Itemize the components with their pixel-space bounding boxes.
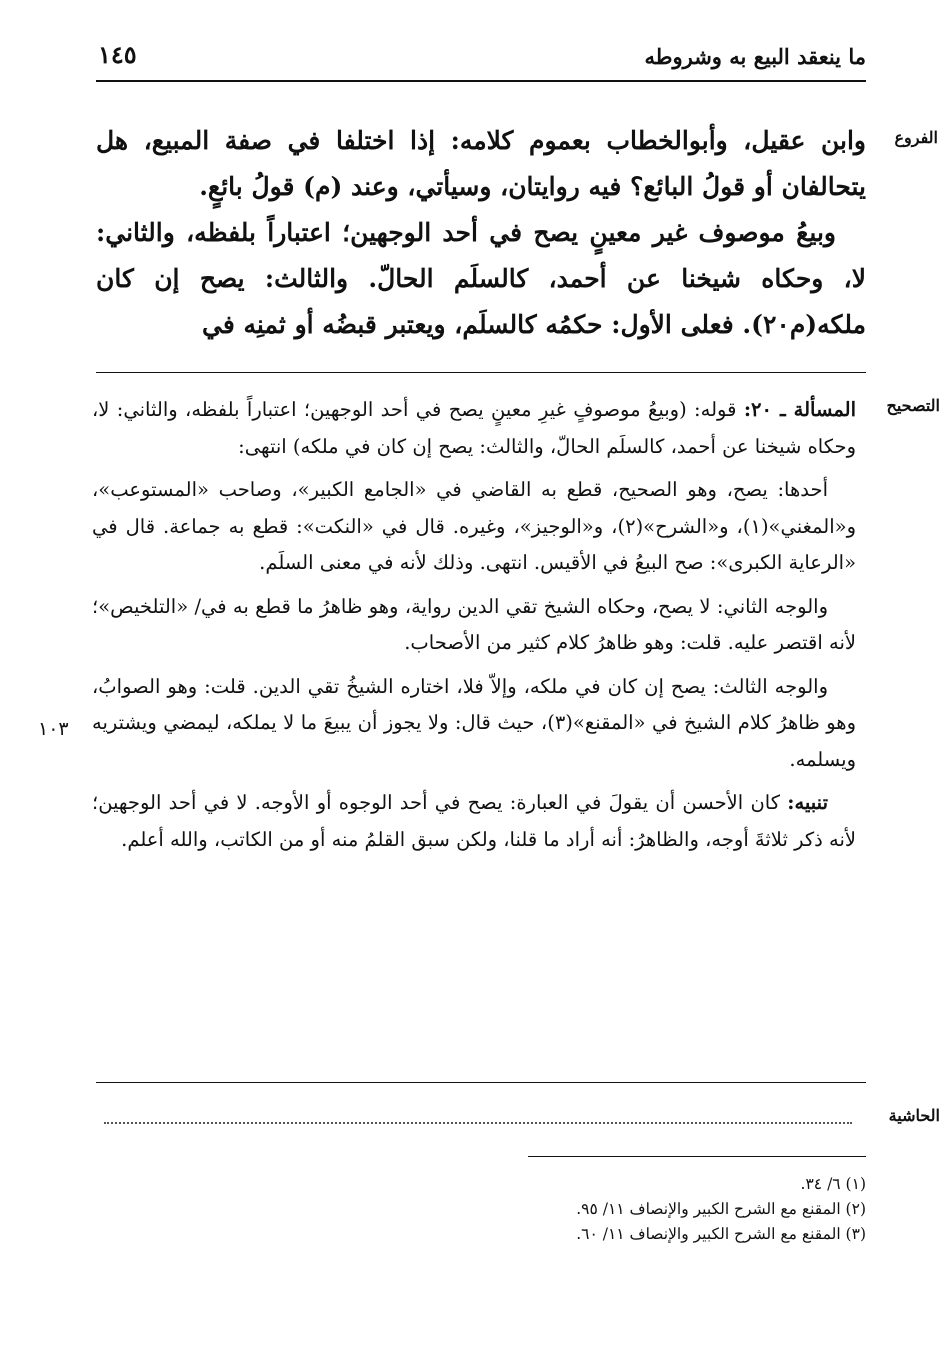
side-label-hashiya: الحاشية (888, 1106, 940, 1125)
running-header-title: ما ينعقد البيع به وشروطه (644, 44, 866, 69)
tashih-section (92, 392, 856, 865)
masala-text: قوله: (وبيعُ موصوفٍ غيرِ معينٍ يصح في أحد الوجهين؛ اعتباراً بلفظه، والثاني: لا، وحكاه شيخنا عن أحمد، كالسلَم الحالّ، والثالث: يصح إن كان في ملكه) انتهى: (92, 398, 856, 458)
page-number: ١٤٥ (98, 40, 137, 69)
tanbih-text: كان الأحسن أن يقولَ في العبارة: يصح في أحد الوجوه أو الأوجه. لا في أحد الوجهين؛ لأنه ذكر ثلاثةَ أوجه، والظاهرُ: أنه أراد ما قلنا، ولكن سبق القلمُ منه أو من الكاتب، والله أعلم. (92, 791, 856, 851)
tashih-paragraph: أحدها: يصح، وهو الصحيح، قطع به القاضي في «الجامع الكبير»، وصاحب «المستوعب»، و«المغني»(١)، و«الشرح»(٢)، و«الوجيز»، وغيره. قال في «النكت»: قطع به جماعة. قال في «الرعاية الكبرى»: صح البيعُ في الأقيس. انتهى. وذلك لأنه في معنى السلَم. (92, 478, 857, 574)
footnote: (٢) المقنع مع الشرح الكبير والإنصاف ١١/ ٩٥. (576, 1200, 866, 1218)
footnote: (٣) المقنع مع الشرح الكبير والإنصاف ١١/ ٦٠. (576, 1225, 866, 1243)
main-text-furu (96, 118, 866, 348)
tashih-masala-paragraph (92, 392, 856, 465)
tashih-paragraph: والوجه الثاني: لا يصح، وحكاه الشيخ تقي الدين رواية، وهو ظاهرُ ما قطع به في/ «التلخيص»؛ لأنه اقتصر عليه. قلت: وهو ظاهرُ كلام كثير من الأصحاب. (92, 594, 856, 654)
hashiya-divider (96, 1082, 866, 1083)
tanbih-paragraph (92, 785, 856, 858)
tanbih-label: تنبيه: (787, 791, 828, 814)
footnote-rule (528, 1156, 866, 1157)
footnote: (١) ٦/ ٣٤. (800, 1175, 866, 1193)
header-rule (96, 80, 866, 82)
side-label-furu: الفروع (894, 128, 938, 147)
section-divider (96, 372, 866, 373)
main-paragraph: وبيعُ موصوف غير معينٍ يصح في أحد الوجهين؛ اعتباراً بلفظه، والثاني: لا، وحكاه شيخنا عن أحمد، كالسلَم الحالّ. والثالث: يصح إن كان ملكه(م٢٠). فعلى الأول: حكمُه كالسلَم، ويعتبر قبضُه أو ثمنِه في (96, 218, 866, 339)
side-label-tashih: التصحيح (886, 396, 940, 415)
margin-page-reference: ١٠٣ (38, 718, 69, 740)
hashiya-dotted-line (104, 1122, 852, 1124)
tashih-paragraph: والوجه الثالث: يصح إن كان في ملكه، وإلاّ فلا، اختاره الشيخُ تقي الدين. قلت: وهو الصوابُ، وهو ظاهرُ كلام الشيخ في «المقنع»(٣)، حيث قال: ولا يجوز أن يبيعَ ما لا يملكه، ليمضي ويشتريه ويسلمه. (92, 674, 856, 771)
masala-label: المسألة ـ ٢٠: (743, 398, 856, 421)
footnotes (266, 1172, 866, 1247)
main-paragraph: وابن عقيل، وأبوالخطاب بعموم كلامه: إذا اختلفا في صفة المبيع، هل يتحالفان أو قولُ البائع؟ فيه روايتان، وسيأتي، وعند (م) قولُ بائعٍ. (96, 126, 866, 201)
